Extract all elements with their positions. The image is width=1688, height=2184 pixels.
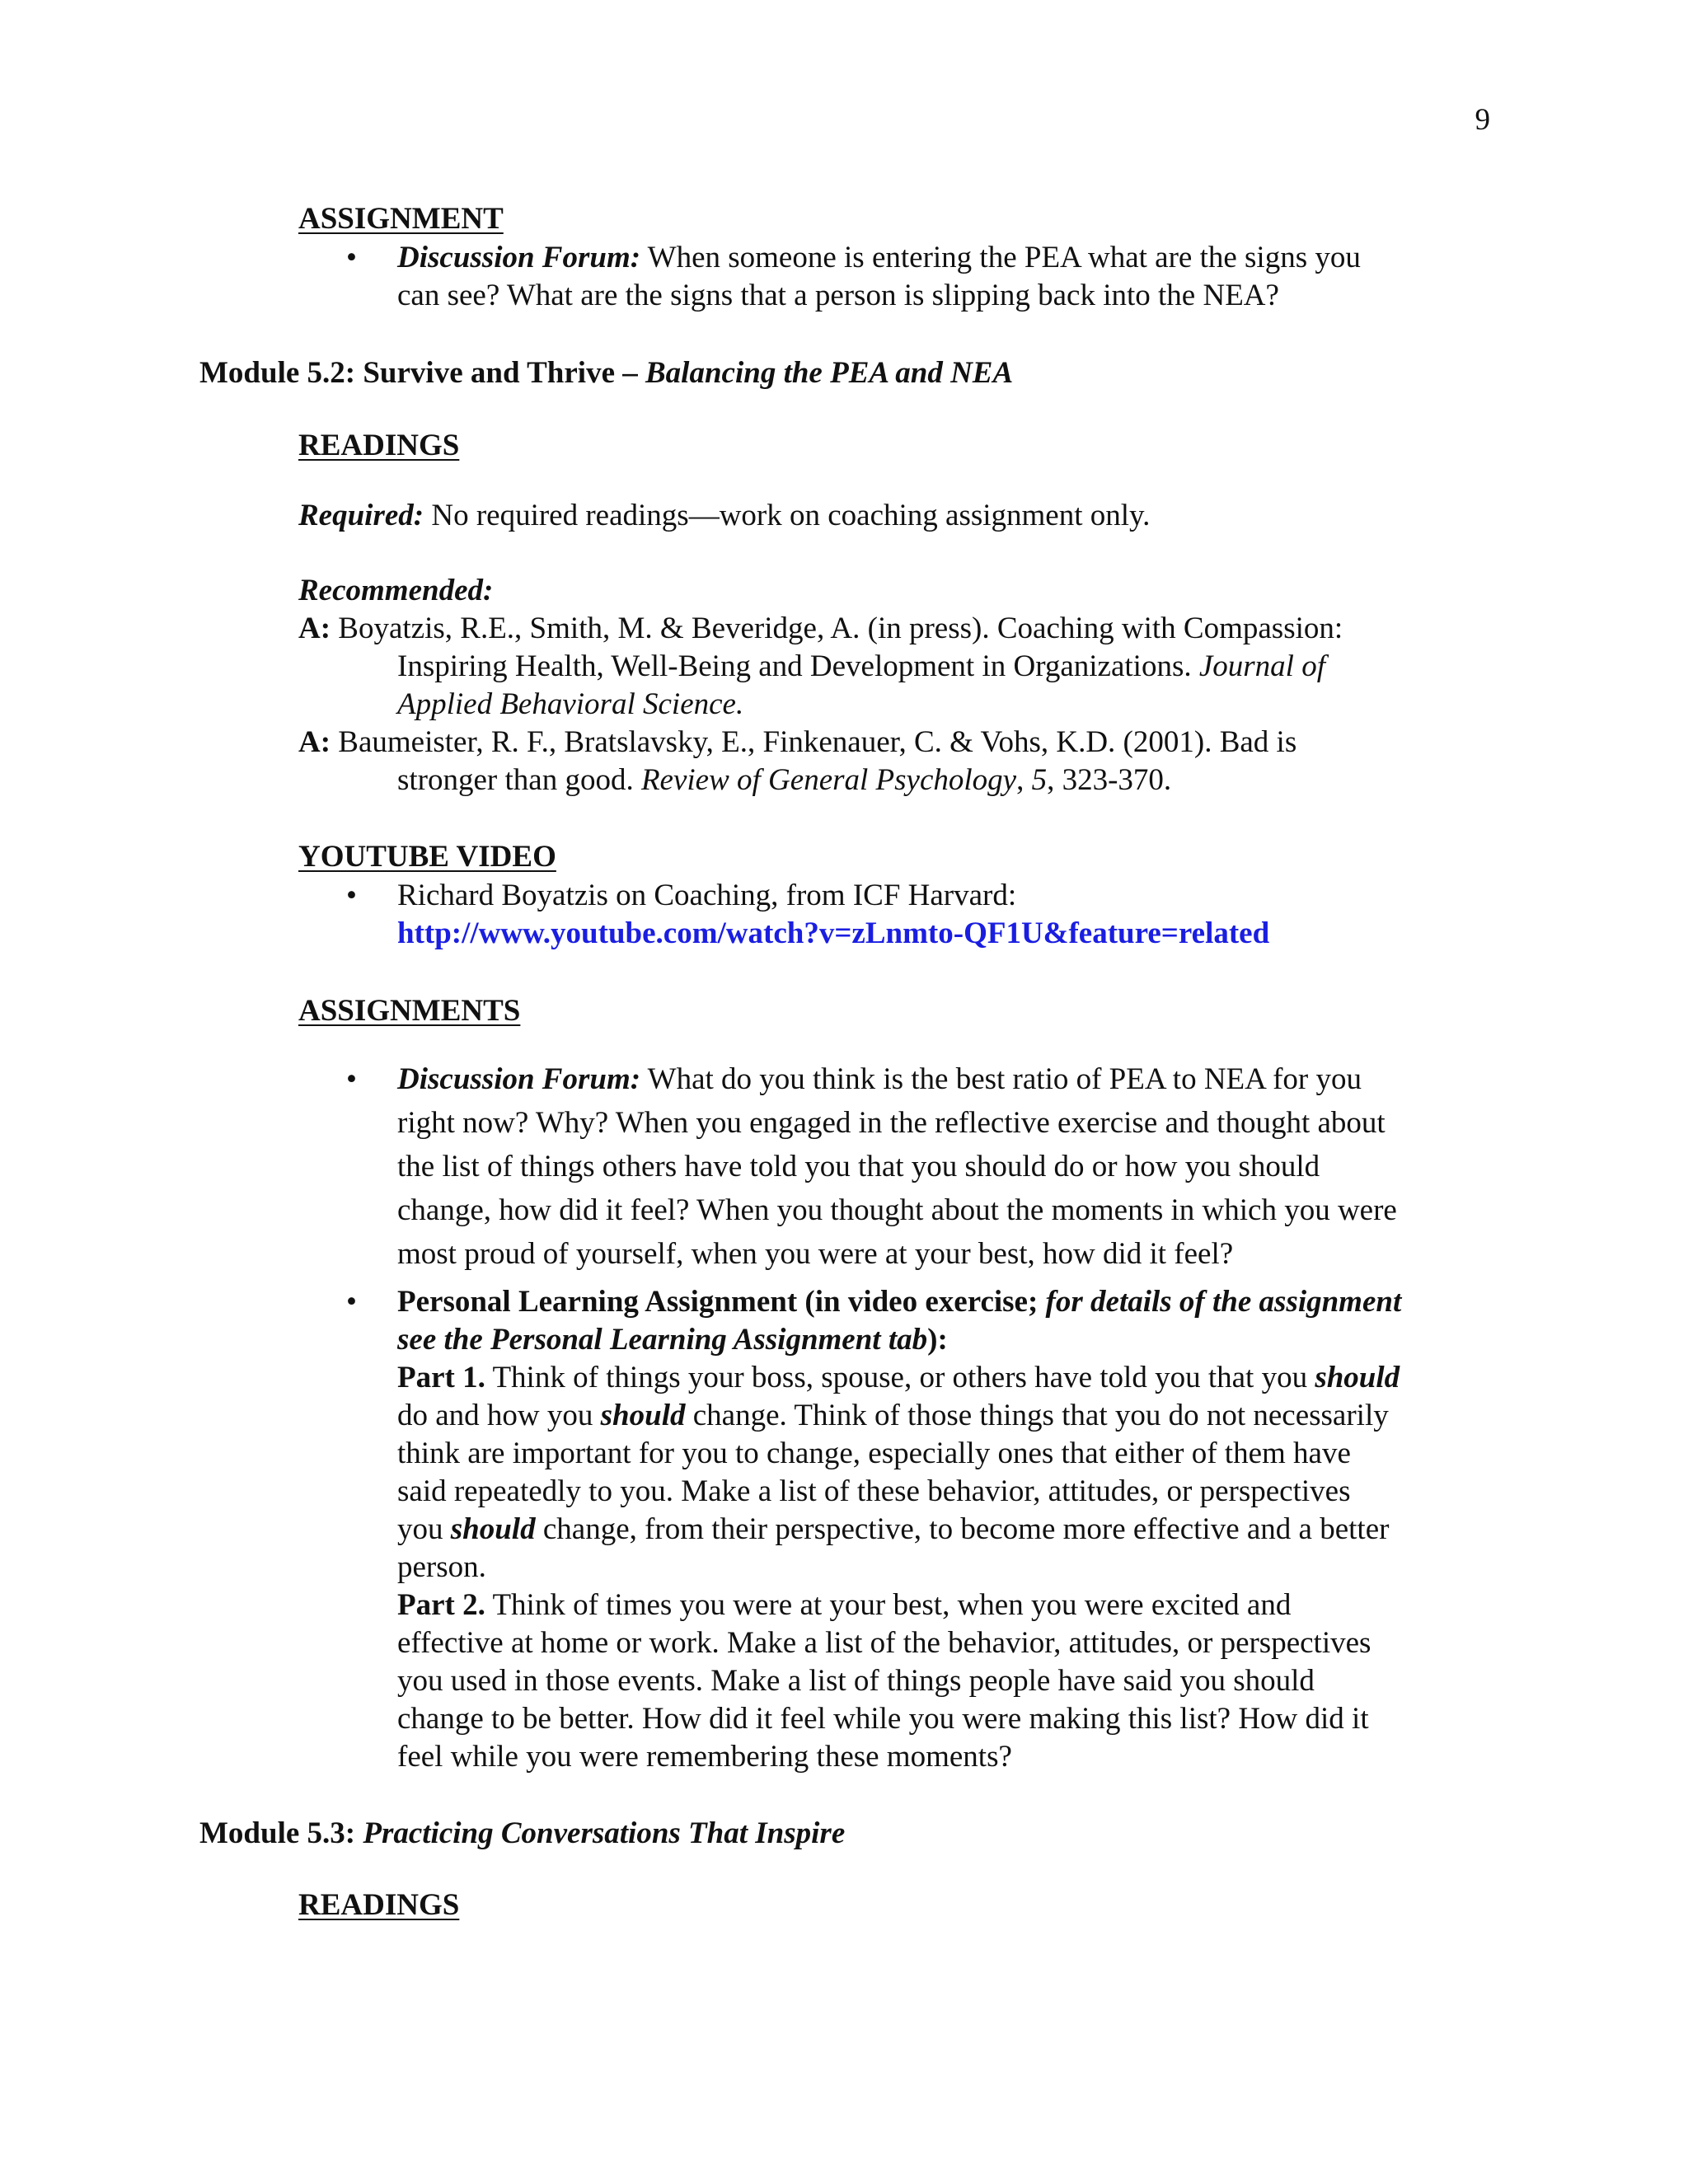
part2-label: Part 2. [397,1588,485,1622]
part1-text-5c: change, from their perspective, to become more effective and a better [535,1512,1390,1546]
forum-2-label: Discussion Forum: [397,1062,641,1096]
module-5-2-title-italic: Balancing the PEA and NEA [645,356,1014,390]
part2-line1 [397,1586,1291,1624]
reference-2-line2 [397,762,1171,799]
forum-2-line4: change, how did it feel? When you thought about the moments in which you were [397,1193,1397,1227]
bullet-icon: • [346,1285,357,1319]
part2-line4: change to be better. How did it feel while you were making this list? How did it [397,1702,1369,1736]
required-label: Required: [298,499,424,532]
bullet-icon: • [346,1062,357,1096]
page-number: 9 [1475,103,1490,137]
reference-2-label: A: [298,725,331,759]
youtube-video-heading: YOUTUBE VIDEO [298,840,556,874]
reference-1-line1 [298,610,1343,648]
reference-2-pages: , 323-370. [1047,763,1172,797]
part2-line2: effective at home or work. Make a list of the behavior, attitudes, or perspectives [397,1626,1372,1660]
module-5-2-prefix: Module 5.2: Survive and Thrive – [199,356,645,390]
part1-line2 [397,1397,1389,1435]
should-emphasis: should [450,1512,536,1546]
pla-title-line1 [397,1283,1401,1321]
assignment-forum-line2: can see? What are the signs that a person is slipping back into the NEA? [397,279,1279,312]
assignment-heading: ASSIGNMENT [298,202,504,236]
part1-line4: said repeatedly to you. Make a list of these behavior, attitudes, or perspectives [397,1474,1351,1508]
reference-1-journal: Journal of [1198,649,1325,683]
reference-1-label: A: [298,612,331,645]
reference-2-line1 [298,724,1296,762]
reference-1-text: Boyatzis, R.E., Smith, M. & Beveridge, A. (in press). Coaching with Compassion: [331,612,1343,645]
part2-line3: you used in those events. Make a list of things people have said you should [397,1664,1315,1698]
pla-title-italic-1: for details of the assignment [1045,1285,1402,1319]
assignment-forum-line1 [397,239,1361,277]
part1-text-1: Think of things your boss, spouse, or others have told you that you [485,1361,1315,1394]
reference-2-volume: 5 [1031,763,1048,797]
recommended-label: Recommended: [298,574,494,607]
part1-text-2c: change. Think of those things that you do not necessarily [685,1399,1389,1432]
should-emphasis: should [600,1399,686,1432]
part1-line5 [397,1511,1389,1549]
forum-text: When someone is entering the PEA what are the signs you [640,241,1361,274]
reference-2-sep: , [1016,763,1032,797]
forum-2-line5: most proud of yourself, when you were at your best, how did it feel? [397,1237,1234,1271]
pla-title-line2 [397,1321,948,1359]
part1-line3: think are important for you to change, especially ones that either of them have [397,1436,1351,1470]
forum-label: Discussion Forum: [397,241,641,274]
forum-2-line1 [397,1061,1362,1099]
forum-2-line3: the list of things others have told you that you should do or how you should [397,1150,1320,1183]
assignments-heading: ASSIGNMENTS [298,994,521,1028]
video-description: Richard Boyatzis on Coaching, from ICF Harvard: [397,879,1017,912]
bullet-icon: • [346,879,357,912]
pla-title-end: ): [927,1323,948,1357]
reference-2-journal: Review of General Psychology [640,763,1017,797]
part1-text-5a: you [397,1512,451,1546]
readings-heading-5-3: READINGS [298,1888,460,1922]
bullet-icon: • [346,241,357,274]
reference-1-line2 [397,648,1325,686]
pla-title-bold: Personal Learning Assignment (in video exercise; [397,1285,1046,1319]
part1-text-2a: do and how you [397,1399,601,1432]
required-line [298,497,1150,535]
module-5-3-title [199,1815,845,1853]
readings-heading: READINGS [298,429,460,462]
part2-text-1: Think of times you were at your best, when you were excited and [485,1588,1292,1622]
youtube-link[interactable]: http://www.youtube.com/watch?v=zLnmto-QF1U&feature=related [397,916,1270,950]
part1-line6: person. [397,1550,486,1584]
reference-2-text-2: stronger than good. [397,763,641,797]
part1-label: Part 1. [397,1361,485,1394]
part2-line5: feel while you were remembering these moments? [397,1740,1012,1774]
reference-1-line3: Applied Behavioral Science. [397,687,744,721]
forum-2-line2: right now? Why? When you engaged in the reflective exercise and thought about [397,1106,1386,1140]
part1-line1 [397,1359,1400,1397]
pla-title-italic-2: see the Personal Learning Assignment tab [397,1323,928,1357]
module-5-3-title-italic: Practicing Conversations That Inspire [363,1816,846,1850]
module-5-2-title [199,354,1013,392]
reference-2-text: Baumeister, R. F., Bratslavsky, E., Finkenauer, C. & Vohs, K.D. (2001). Bad is [331,725,1297,759]
module-5-3-prefix: Module 5.3: [199,1816,363,1850]
forum-2-text: What do you think is the best ratio of PEA to NEA for you [640,1062,1362,1096]
required-text: No required readings—work on coaching assignment only. [424,499,1151,532]
reference-1-text-2: Inspiring Health, Well-Being and Development in Organizations. [397,649,1199,683]
should-emphasis: should [1315,1361,1400,1394]
